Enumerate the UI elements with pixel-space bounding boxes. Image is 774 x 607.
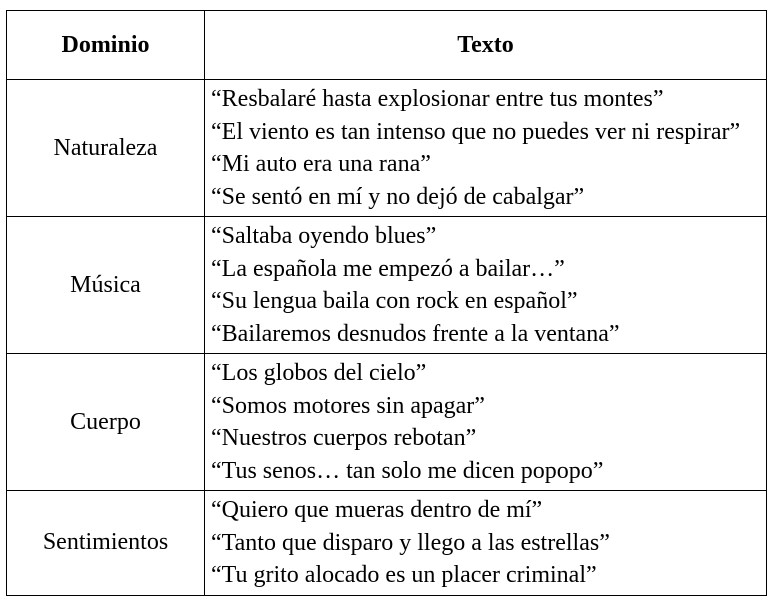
table-row	[7, 80, 767, 217]
text-line: “Somos motores sin apagar”	[211, 392, 485, 419]
table-row	[7, 491, 767, 596]
text-line: “Su lengua baila con rock en español”	[211, 288, 578, 314]
text-line: “Saltaba oyendo blues”	[211, 223, 437, 249]
header-dominio: Dominio	[7, 11, 205, 80]
text-line: “Quiero que mueras dentro de mí”	[211, 497, 543, 523]
domain-cell-cuerpo: Cuerpo	[7, 354, 205, 491]
table-row	[7, 354, 767, 491]
table-container	[6, 10, 766, 596]
texts-cell-naturaleza	[205, 80, 767, 217]
domain-cell-musica: Música	[7, 217, 205, 354]
text-line: “Tanto que disparo y llego a las estrellas”	[211, 529, 610, 556]
texts-cell-cuerpo	[205, 354, 767, 491]
text-line: “Mi auto era una rana”	[211, 151, 431, 177]
text-line: “Resbalaré hasta explosionar entre tus montes”	[211, 86, 664, 112]
text-line: “La española me empezó a bailar…”	[211, 255, 565, 282]
header-row	[7, 11, 767, 80]
texts-cell-sentimientos	[205, 491, 767, 596]
text-line: “Se sentó en mí y no dejó de cabalgar”	[211, 183, 585, 210]
text-line: “Tus senos… tan solo me dicen popopo”	[211, 457, 604, 484]
text-line: “Los globos del cielo”	[211, 360, 427, 386]
texts-cell-musica	[205, 217, 767, 354]
text-line: “Bailaremos desnudos frente a la ventana”	[211, 320, 620, 347]
text-line: “El viento es tan intenso que no puedes ver ni respirar”	[211, 118, 741, 145]
domain-cell-naturaleza: Naturaleza	[7, 80, 205, 217]
text-line: “Nuestros cuerpos rebotan”	[211, 425, 477, 451]
table-row	[7, 217, 767, 354]
header-texto: Texto	[205, 11, 767, 80]
text-line: “Tu grito alocado es un placer criminal”	[211, 562, 597, 588]
domain-text-table	[6, 10, 767, 596]
domain-cell-sentimientos: Sentimientos	[7, 491, 205, 596]
